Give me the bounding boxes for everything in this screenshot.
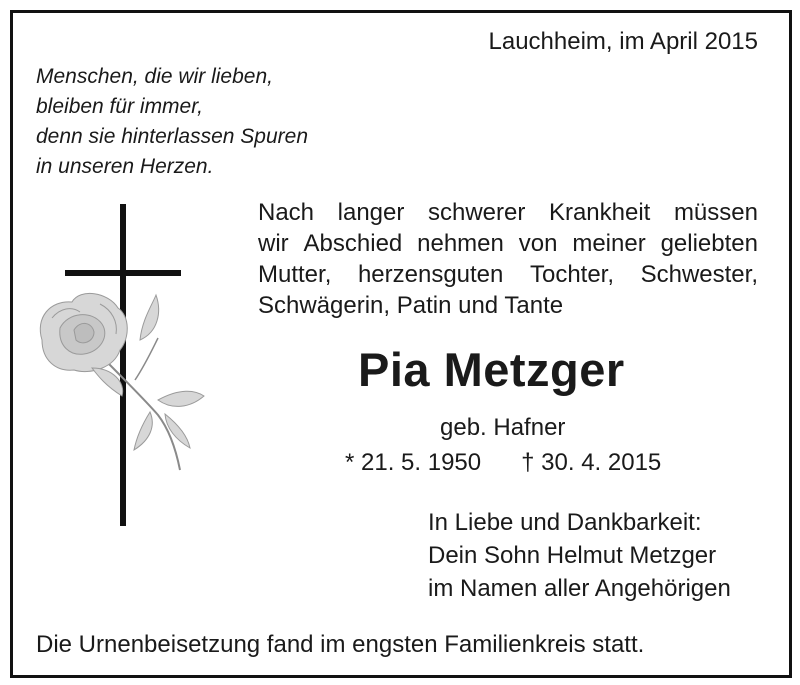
word: langer (337, 199, 405, 226)
birth-date: * 21. 5. 1950 (345, 449, 482, 476)
signoff-line: Dein Sohn Helmut Metzger (428, 542, 717, 569)
memorial-poem (36, 62, 308, 182)
signoff (428, 506, 731, 605)
word: Mutter, (258, 261, 332, 288)
announcement-text (258, 197, 758, 321)
announcement-line (258, 197, 758, 228)
word: nehmen (417, 230, 504, 257)
word: schwerer (427, 199, 526, 226)
date-gap (481, 449, 521, 476)
word: müssen (673, 199, 758, 226)
word: von (518, 230, 558, 257)
life-dates (345, 449, 661, 477)
poem-line: denn sie hinterlassen Spuren (36, 125, 309, 148)
word: herzensguten (357, 261, 504, 288)
word: Schwester, (640, 261, 758, 288)
signoff-line: In Liebe und Dankbarkeit: (428, 509, 702, 536)
word: Tochter, (529, 261, 615, 288)
word: meiner (572, 230, 646, 257)
poem-line: in unseren Herzen. (36, 155, 214, 178)
cross-icon (30, 200, 220, 530)
deceased-name: Pia Metzger (358, 343, 625, 396)
place-date: Lauchheim, im April 2015 (488, 28, 758, 55)
word: Krankheit (548, 199, 651, 226)
poem-line: bleiben für immer, (36, 95, 203, 118)
announcement-line (258, 228, 758, 259)
announcement-line (258, 290, 758, 321)
death-date: † 30. 4. 2015 (521, 449, 662, 476)
announcement-line (258, 259, 758, 290)
burial-note: Die Urnenbeisetzung fand im engsten Familienkreis statt. (36, 631, 645, 658)
word: Nach (258, 199, 315, 226)
word: Abschied (303, 230, 403, 257)
word: Schwägerin, Patin und Tante (258, 292, 564, 319)
poem-line: Menschen, die wir lieben, (36, 65, 273, 88)
signoff-line: im Namen aller Angehörigen (428, 575, 731, 602)
word: geliebten (660, 230, 758, 257)
word: wir (258, 230, 289, 257)
cross-and-rose-emblem (30, 200, 220, 530)
maiden-name: geb. Hafner (440, 414, 566, 441)
